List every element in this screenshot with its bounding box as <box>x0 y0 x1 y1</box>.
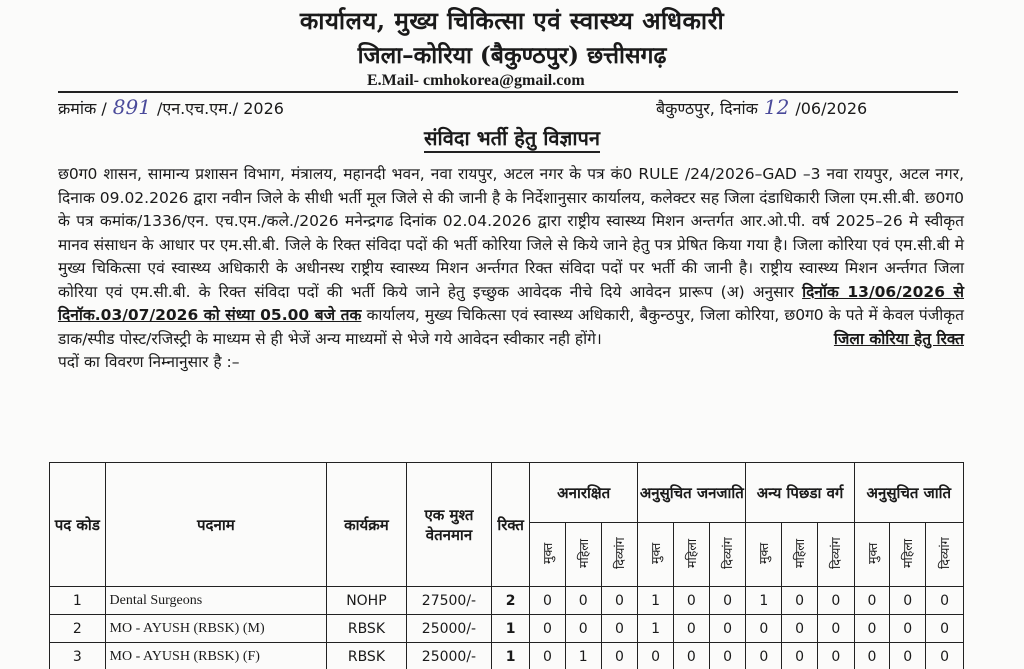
row-count-cell: 1 <box>746 587 782 615</box>
row-count-cell: 0 <box>854 587 890 615</box>
header-salary: एक मुश्त वेतनमान <box>406 463 492 587</box>
row-count-cell: 0 <box>674 643 710 669</box>
row-count-cell: 0 <box>890 643 926 669</box>
row-count-cell: 0 <box>530 587 566 615</box>
office-heading: कार्यालय, मुख्य चिकित्सा एवं स्वास्थ्य अधिकारी <box>299 6 725 35</box>
subheader-cell <box>782 523 818 587</box>
row-count-cell: 0 <box>854 615 890 643</box>
row-count-cell: 0 <box>926 587 964 615</box>
subheader-cell <box>746 523 782 587</box>
subheader-cell <box>638 523 674 587</box>
row-count-cell: 1 <box>565 643 601 669</box>
subheader-cell <box>854 523 890 587</box>
subheader-cell <box>674 523 710 587</box>
notice-body <box>58 163 964 375</box>
para-start: छ0ग0 शासन, सामान्य प्रशासन विभाग, मंत्रालय, महानदी भवन, नवा रायपुर, अटल नगर के पत्र कं0 RULE /24/2026–GAD –3 नवा रायपुर, अटल नगर, दिनाक 09.02.2026 द्वारा नवीन जिले के सीधी भर्ती मूल जिले से की जानी है के निर्देशानुसार कार्यालय, कलेक्टर सह जिला दंडाधिकारी जिला एम.सी.बी. छ0ग0 के पत्र कमांक/1336/एन. एच.एम./कले./2026 मनेन्द्रगढ दिनांक 02.04.2026 द्वारा राष्ट्रीय स्वास्थ्य मिशन अन्तर्गत आर.ओ.पी. वर्ष 2025–26 मे स्वीकृत मानव संसाधन के आधार पर एम.सी.बी. जिले के रिक्त संविदा पदों की भर्ती कोरिया जिले से किये जाने हेतु पत्र प्रेषित किया गया है। जिला कोरिया एवं एम.सी.बी मे मुख्य चिकित्सा एवं स्वास्थ्य अधिकारी के अधीनस्थ राष्ट्रीय स्वास्थ्य मिशन अर्न्तगत रिक्त संविदा पदों पर भर्ती की जानी है। राष्ट्रीय स्वास्थ्य मिशन अर्न्तगत जिला कोरिया एवं एम.सी.बी. के रिक्त संविदा पदों की भर्ती किये जाने हेतु इच्छुक आवेदक नीचे दिये आवेदन प्रारूप (अ) अनुसार <box>58 165 964 301</box>
document-title <box>0 124 1024 151</box>
row-code: 2 <box>50 615 106 643</box>
row-count-cell: 0 <box>674 615 710 643</box>
para-mid: कार्यालय, मुख्य चिकित्सा एवं स्वास्थ्य अधिकारी, बैकुन्ठपुर, जिला कोरिया, छ0ग0 के पते में केवल पंजीकृत डाक/स्पीड पोस्ट/रजिस्ट्री के माध्यम से ही भेजें अन्य माध्यमों से भेजे गये आवेदन स्वीकार नही होंगे। <box>58 306 964 348</box>
reference-date <box>656 95 867 119</box>
subheader-label: मुक्त <box>648 541 664 564</box>
row-count-cell: 0 <box>709 587 746 615</box>
row-count-cell: 0 <box>530 615 566 643</box>
row-post-name: MO - AYUSH (RBSK) (F) <box>105 643 327 669</box>
subheader-label: महिला <box>683 537 699 568</box>
subheader-label: महिला <box>792 537 808 568</box>
row-count-cell: 0 <box>817 643 854 669</box>
row-count-cell: 0 <box>782 587 818 615</box>
row-count-cell: 0 <box>746 615 782 643</box>
subheader-cell <box>565 523 601 587</box>
header-group-obc: अन्य पिछडा वर्ग <box>746 463 854 523</box>
row-count-cell: 0 <box>709 615 746 643</box>
row-post-name: MO - AYUSH (RBSK) (M) <box>105 615 327 643</box>
vacancy-table-body <box>50 587 964 669</box>
reference-handwritten-number: 891 <box>112 95 151 119</box>
row-code: 3 <box>50 643 106 669</box>
row-count-cell: 0 <box>817 615 854 643</box>
subheader-label: दिव्यांग <box>937 536 953 569</box>
row-count-cell: 1 <box>638 587 674 615</box>
row-count-cell: 0 <box>638 643 674 669</box>
subheader-label: महिला <box>575 537 591 568</box>
row-salary: 27500/- <box>406 587 492 615</box>
month-year: /06/2026 <box>795 99 868 118</box>
row-count-cell: 0 <box>565 615 601 643</box>
row-vacant: 2 <box>492 587 530 615</box>
row-program: RBSK <box>327 643 407 669</box>
row-code: 1 <box>50 587 106 615</box>
district-note: जिला कोरिया हेतु रिक्त <box>833 329 964 348</box>
subheader-label: दिव्यांग <box>828 536 844 569</box>
header-post-name: पदनाम <box>105 463 327 587</box>
row-count-cell: 1 <box>638 615 674 643</box>
row-count-cell: 0 <box>782 615 818 643</box>
row-count-cell: 0 <box>746 643 782 669</box>
notice-paragraph <box>58 163 964 351</box>
row-count-cell: 0 <box>565 587 601 615</box>
place-date-label: बैकुण्ठपुर, दिनांक <box>656 99 758 118</box>
row-count-cell: 0 <box>530 643 566 669</box>
vacancy-table <box>49 462 964 669</box>
header-group-sc: अनुसुचित जाति <box>854 463 963 523</box>
row-vacant: 1 <box>492 615 530 643</box>
row-count-cell: 0 <box>601 643 638 669</box>
email-line: E.Mail- cmhokorea@gmail.com <box>367 72 585 89</box>
row-count-cell: 0 <box>817 587 854 615</box>
header-group-st: अनुसुचित जनजाति <box>638 463 746 523</box>
header-group-unreserved: अनारक्षित <box>530 463 638 523</box>
row-count-cell: 0 <box>601 615 638 643</box>
row-count-cell: 0 <box>926 615 964 643</box>
row-count-cell: 0 <box>674 587 710 615</box>
row-count-cell: 0 <box>926 643 964 669</box>
row-program: NOHP <box>327 587 407 615</box>
subheader-label: दिव्यांग <box>611 536 627 569</box>
subheader-label: मुक्त <box>864 541 880 564</box>
header-divider <box>58 91 958 93</box>
row-count-cell: 0 <box>890 615 926 643</box>
handwritten-day: 12 <box>763 95 790 119</box>
row-salary: 25000/- <box>406 615 492 643</box>
table-row <box>50 643 964 669</box>
subheader-label: मुक्त <box>539 541 555 564</box>
title-text: संविदा भर्ती हेतु विज्ञापन <box>424 126 600 153</box>
application-date-range: दिनॉक 13/06/2026 से दिनॉक.03/07/2026 को संध्या 05.00 बजे तक <box>58 282 964 324</box>
subheader-cell <box>709 523 746 587</box>
subheader-cell <box>530 523 566 587</box>
reference-suffix: /एन.एच.एम./ 2026 <box>156 99 284 118</box>
header-program: कार्यक्रम <box>327 463 407 587</box>
row-count-cell: 0 <box>854 643 890 669</box>
row-post-name: Dental Surgeons <box>105 587 327 615</box>
row-count-cell: 0 <box>782 643 818 669</box>
district-heading: जिला–कोरिया (बैकुण्ठपुर) छत्तीसगढ़ <box>357 42 667 69</box>
table-row <box>50 615 964 643</box>
row-program: RBSK <box>327 615 407 643</box>
subheader-label: मुक्त <box>756 541 772 564</box>
subheader-cell <box>926 523 964 587</box>
row-count-cell: 0 <box>890 587 926 615</box>
table-row <box>50 587 964 615</box>
reference-prefix: क्रमांक / <box>58 99 107 118</box>
subheader-cell <box>890 523 926 587</box>
row-count-cell: 0 <box>709 643 746 669</box>
row-salary: 25000/- <box>406 643 492 669</box>
reference-number <box>58 95 284 119</box>
para-end: पदों का विवरण निम्नानुसार है :– <box>58 353 240 371</box>
subheader-cell <box>817 523 854 587</box>
subheader-label: महिला <box>900 537 916 568</box>
subheader-label: दिव्यांग <box>720 536 736 569</box>
row-vacant: 1 <box>492 643 530 669</box>
subheader-cell <box>601 523 638 587</box>
header-post-code: पद कोड <box>50 463 106 587</box>
header-vacant: रिक्त <box>492 463 530 587</box>
row-count-cell: 0 <box>601 587 638 615</box>
